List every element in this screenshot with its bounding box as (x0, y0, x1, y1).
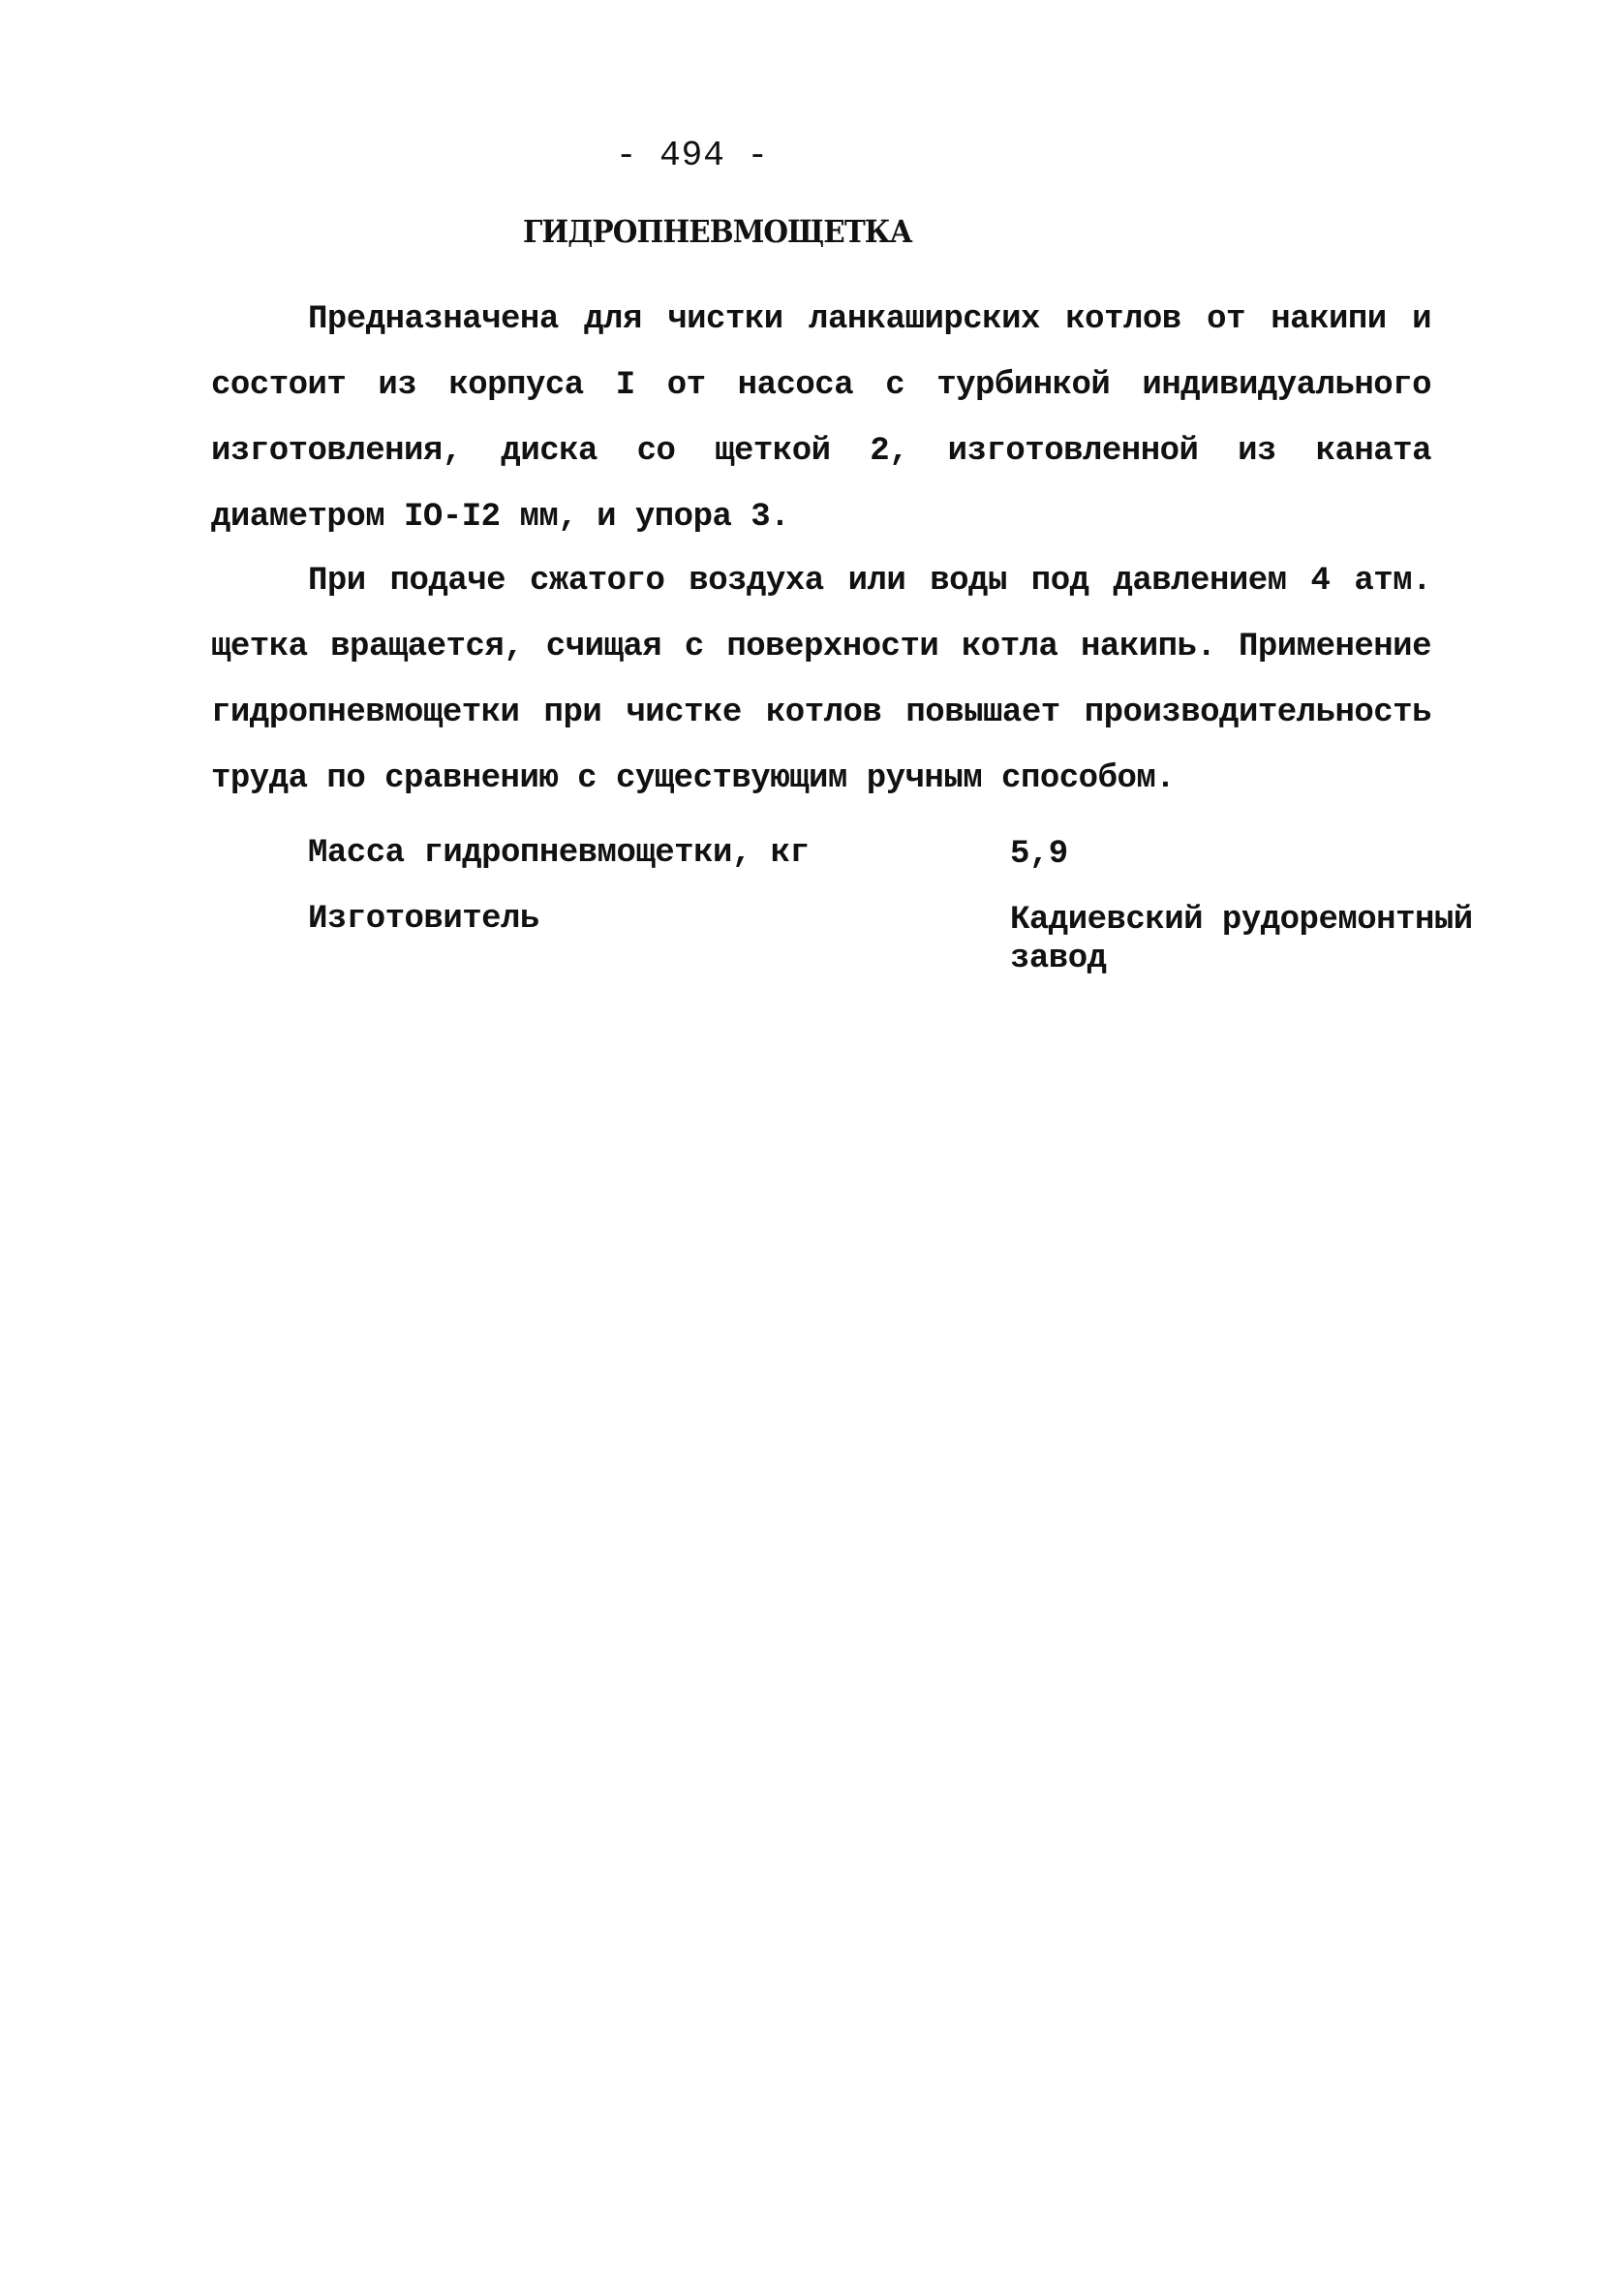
page-number: - 494 - (615, 136, 770, 175)
description-paragraph: Предназначена для чистки ланкаширских котлов от накипи и состоит из корпуса I от насоса с турбинкой индивидуального изготовления, диска со щеткой 2, изготовленной из каната диаметром IO-I2 мм, и упора 3. (211, 301, 1431, 536)
spec-label: Изготовитель (308, 901, 539, 938)
document-title: ГИДРОПНЕВМОЩЕТКА (523, 213, 912, 250)
spec-value: 5,9 (1010, 836, 1068, 873)
spec-label: Масса гидропневмощетки, кг (308, 835, 810, 872)
spec-value: Кадиевский рудоремонтный завод (1010, 902, 1473, 977)
operation-paragraph: При подаче сжатого воздуха или воды под давлением 4 атм. щетка вращается, счищая с поверхности котла накипь. Применение гидропневмощетки при чистке котлов повышает производительность труда по сравнению с существующим ручным способом. (211, 563, 1431, 797)
